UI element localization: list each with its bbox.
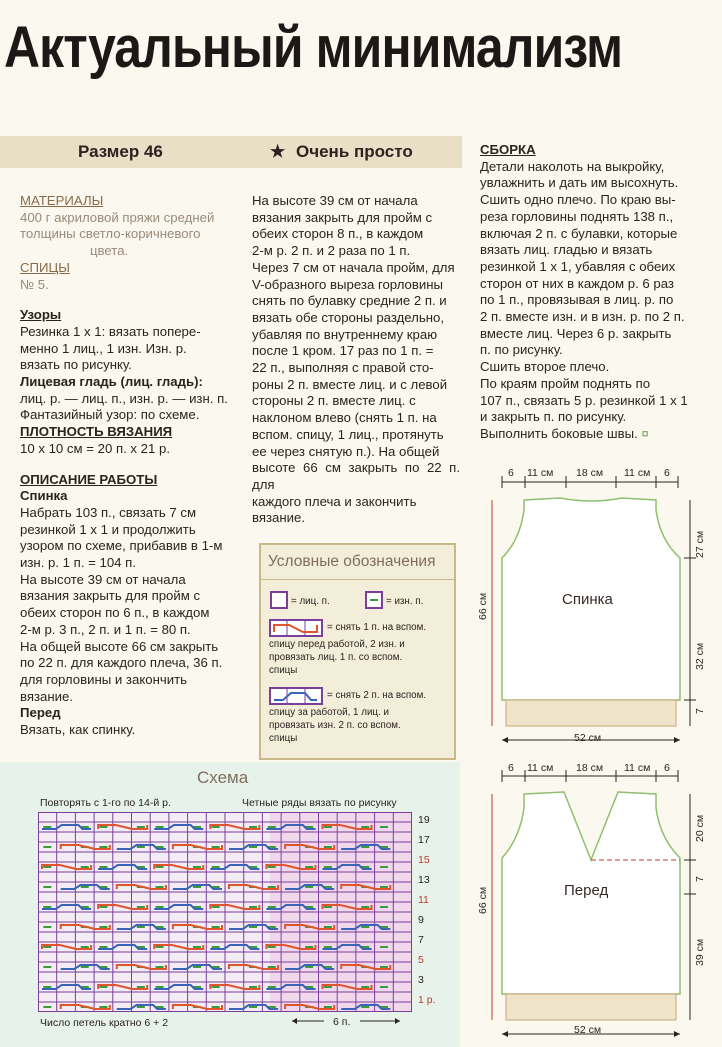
star-icon: ★ <box>270 142 286 161</box>
back-line-12: вязание. <box>20 688 74 704</box>
back-line-7: обеих сторон по 6 п., в каждом <box>20 605 210 621</box>
front-text-1: На высоте 39 см от начала <box>252 193 418 208</box>
assembly-line-10: 2 п. вместе изн. и в изн. р. по 2 п. <box>480 309 685 325</box>
row-number: 17 <box>418 834 430 846</box>
legend-cross1-line-1: = снять 1 п. на вспом. <box>327 622 427 633</box>
description-heading: ОПИСАНИЕ РАБОТЫ <box>20 471 158 487</box>
schema-multiple-note: Число петель кратно 6 + 2 <box>40 1017 169 1029</box>
legend-knit: = лиц. п. <box>291 596 330 607</box>
legend-cross2-line-1: = снять 2 п. на вспом. <box>327 690 427 701</box>
schema-repeat-note: Повторять с 1-го по 14-й р. <box>40 797 171 809</box>
gauge-value: 10 х 10 см = 20 п. х 21 р. <box>20 440 171 456</box>
front-text-13: стороны 2 п. вместе лиц. с <box>252 393 416 409</box>
back-height-rib: 7 <box>694 708 706 714</box>
knitting-chart <box>38 812 412 1012</box>
back-heading: Спинка <box>20 488 68 504</box>
front-text-5: Через 7 см от начала пройм, для <box>252 259 455 275</box>
back-line-5: На высоте 39 см от начала <box>20 571 186 587</box>
materials-heading: МАТЕРИАЛЫ <box>20 193 104 208</box>
front-text-16: ее через снятую п.). На общей <box>252 443 440 459</box>
front-heading: Перед <box>20 705 61 721</box>
materials-text-2: толщины светло-коричневого <box>20 226 201 242</box>
back-line-2: резинкой 1 х 1 и продолжить <box>20 521 196 537</box>
front-text-15: вспом. спицу, 1 лиц., протянуть <box>252 426 444 442</box>
back-top-dim-5: 6 <box>664 467 670 479</box>
back-line-6: вязания закрыть для пройм с <box>20 588 201 604</box>
row-number: 15 <box>418 854 430 866</box>
front-text-17: высоте 66 см закрыть по 22 п. для <box>252 460 460 492</box>
legend-cross2-line-4: спицы <box>269 733 298 744</box>
front-top-dim-1: 6 <box>508 762 514 774</box>
row-number: 13 <box>418 874 430 886</box>
back-line-8: 2-м р. 3 п., 2 п. и 1 п. = 80 п. <box>20 621 191 637</box>
assembly-line-6: вязать лиц. гладью и вязать <box>480 242 653 258</box>
gauge-heading: ПЛОТНОСТЬ ВЯЗАНИЯ <box>20 424 173 440</box>
front-top-dim-5: 6 <box>664 762 670 774</box>
back-height-total: 66 см <box>477 592 489 620</box>
front-text-14: наклоном влево (снять 1 п. на <box>252 410 437 426</box>
assembly-line-12: п. по рисунку. <box>480 342 563 358</box>
assembly-line-17 <box>480 426 692 443</box>
back-line-11: для горловины и закончить <box>20 671 188 687</box>
front-text-3: обеих сторон 8 п., в каждом <box>252 226 424 242</box>
back-top-dim-1: 6 <box>508 467 514 479</box>
legend-title: Условные обозначения <box>268 553 436 570</box>
front-text-6: V-образного выреза горловины <box>252 276 444 292</box>
fancy-pattern-line: Фантазийный узор: по схеме. <box>20 407 200 423</box>
legend-purl: = изн. п. <box>386 596 424 607</box>
front-text-2: вязания закрыть для пройм с <box>252 209 433 225</box>
assembly-line-2: увлажнить и дать им высохнуть. <box>480 175 679 191</box>
assembly-line-9: по 1 п., провязывая в лиц. р. по <box>480 292 674 308</box>
rib-line-1: Резинка 1 х 1: вязать попере- <box>20 323 201 339</box>
assembly-line-16: и закрыть п. по рисунку. <box>480 409 627 425</box>
cross-right-symbol-icon <box>269 619 323 637</box>
assembly-line-13: Сшить второе плечо. <box>480 359 610 375</box>
purl-symbol-icon <box>365 591 383 609</box>
materials-text-3: цвета. <box>90 243 129 259</box>
front-piece-diagram <box>480 758 716 1047</box>
assembly-line-1: Детали наколоть на выкройку, <box>480 158 665 174</box>
legend-cross1-line-4: спицы <box>269 665 298 676</box>
assembly-line-5: включая 2 п. с булавки, которые <box>480 225 678 241</box>
assembly-heading: СБОРКА <box>480 142 536 157</box>
patterns-heading: Узоры <box>20 307 62 323</box>
assembly-line-4: реза горловины поднять 138 п., <box>480 208 674 224</box>
row-number: 7 <box>418 934 424 946</box>
front-text-8: вязать обе стороны раздельно, <box>252 309 445 325</box>
schema-even-rows-note: Четные ряды вязать по рисунку <box>242 797 397 809</box>
repeat-width-label: 6 п. <box>333 1016 351 1028</box>
back-line-1: Набрать 103 п., связать 7 см <box>20 504 197 520</box>
legend-cross1-line-2: спицу перед работой, 2 изн. и <box>269 639 405 650</box>
column-front-text <box>252 193 460 527</box>
front-text-11: 22 п., выполняя с правой сто- <box>252 360 434 376</box>
row-number: 5 <box>418 954 424 966</box>
needles-heading: СПИЦЫ <box>20 259 70 275</box>
back-height-mid: 32 см <box>694 642 706 670</box>
back-line-10: по 22 п. для каждого плеча, 36 п. <box>20 655 223 671</box>
back-height-top: 27 см <box>694 530 706 558</box>
materials-text-1: 400 г акриловой пряжи средней <box>20 209 215 225</box>
back-top-dim-3: 18 см <box>576 467 604 479</box>
schema-title: Схема <box>197 768 249 787</box>
front-height-mid: 7 <box>694 876 706 882</box>
back-line-9: На общей высоте 66 см закрыть <box>20 638 219 654</box>
back-top-dim-4: 11 см <box>624 467 651 479</box>
front-height-total: 66 см <box>477 886 489 914</box>
front-text-19: вязание. <box>252 510 306 526</box>
back-width: 52 см <box>574 732 602 744</box>
row-number: 3 <box>418 974 424 986</box>
front-text-4: 2-м р. 2 п. и 2 раза по 1 п. <box>252 243 411 259</box>
row-number: 1 р. <box>418 994 436 1006</box>
end-mark-icon: ¤ <box>641 425 649 441</box>
row-numbers <box>418 812 458 1012</box>
front-text-12: роны 2 п. вместе лиц. и с левой <box>252 376 448 392</box>
back-top-dim-2: 11 см <box>527 467 554 479</box>
assembly-line-3: Сшить одно плечо. По краю вы- <box>480 192 676 208</box>
rib-line-2: менно 1 лиц., 1 изн. Изн. р. <box>20 340 187 356</box>
column-materials <box>20 193 232 739</box>
legend-cross2-line-3: провязать изн. 2 п. со вспом. <box>269 720 401 731</box>
back-line-3: узором по схеме, прибавив в 1-м <box>20 538 223 554</box>
front-top-dim-4: 11 см <box>624 762 651 774</box>
front-height-top: 20 см <box>694 814 706 842</box>
front-text-10: после 1 кром. 17 раз по 1 п. = <box>252 343 434 359</box>
assembly-line-17-text: Выполнить боковые швы. <box>480 425 638 441</box>
legend-cross1-line-3: провязать лиц. 1 п. со вспом. <box>269 652 403 663</box>
front-height-low: 39 см <box>694 938 706 966</box>
difficulty-label: Очень просто <box>296 142 413 161</box>
assembly-line-15: 107 п., связать 5 р. резинкой 1 х 1 <box>480 392 688 408</box>
assembly-line-14: По краям пройм поднять по <box>480 375 651 391</box>
back-line-4: изн. р. 1 п. = 104 п. <box>20 555 136 571</box>
front-piece-label: Перед <box>564 882 609 899</box>
knit-symbol-icon <box>270 591 288 609</box>
rib-line-3: вязать по рисунку. <box>20 357 132 373</box>
info-bar <box>0 136 462 168</box>
assembly-line-11: вместе лиц. Через 6 р. закрыть <box>480 325 672 341</box>
back-piece-label: Спинка <box>562 591 613 608</box>
cross-left-symbol-icon <box>269 687 323 705</box>
front-width: 52 см <box>574 1024 602 1036</box>
stockinette-line-1: Лицевая гладь (лиц. гладь): <box>20 374 203 390</box>
legend-box <box>259 543 456 760</box>
column-assembly <box>480 142 692 443</box>
row-number: 9 <box>418 914 424 926</box>
needles-value: № 5. <box>20 276 49 292</box>
front-top-dim-2: 11 см <box>527 762 554 774</box>
front-top-dim-3: 18 см <box>576 762 604 774</box>
front-text-7: снять по булавку средние 2 п. и <box>252 293 447 309</box>
assembly-line-7: резинкой 1 х 1, убавляя с обеих <box>480 258 676 274</box>
assembly-line-8: сторон от них в каждом р. 6 раз <box>480 275 674 291</box>
stockinette-line-2: лиц. р. — лиц. п., изн. р. — изн. п. <box>20 390 228 406</box>
size-label: Размер 46 <box>78 142 163 161</box>
page-title: Актуальный минимализм <box>4 15 623 80</box>
row-number: 11 <box>418 894 429 906</box>
front-line-1: Вязать, как спинку. <box>20 722 136 738</box>
row-number: 19 <box>418 814 430 826</box>
front-text-18: каждого плеча и закончить <box>252 493 417 509</box>
front-text-9: убавляя по внутреннему краю <box>252 326 438 342</box>
legend-cross2-line-2: спицу за работой, 1 лиц. и <box>269 707 389 718</box>
